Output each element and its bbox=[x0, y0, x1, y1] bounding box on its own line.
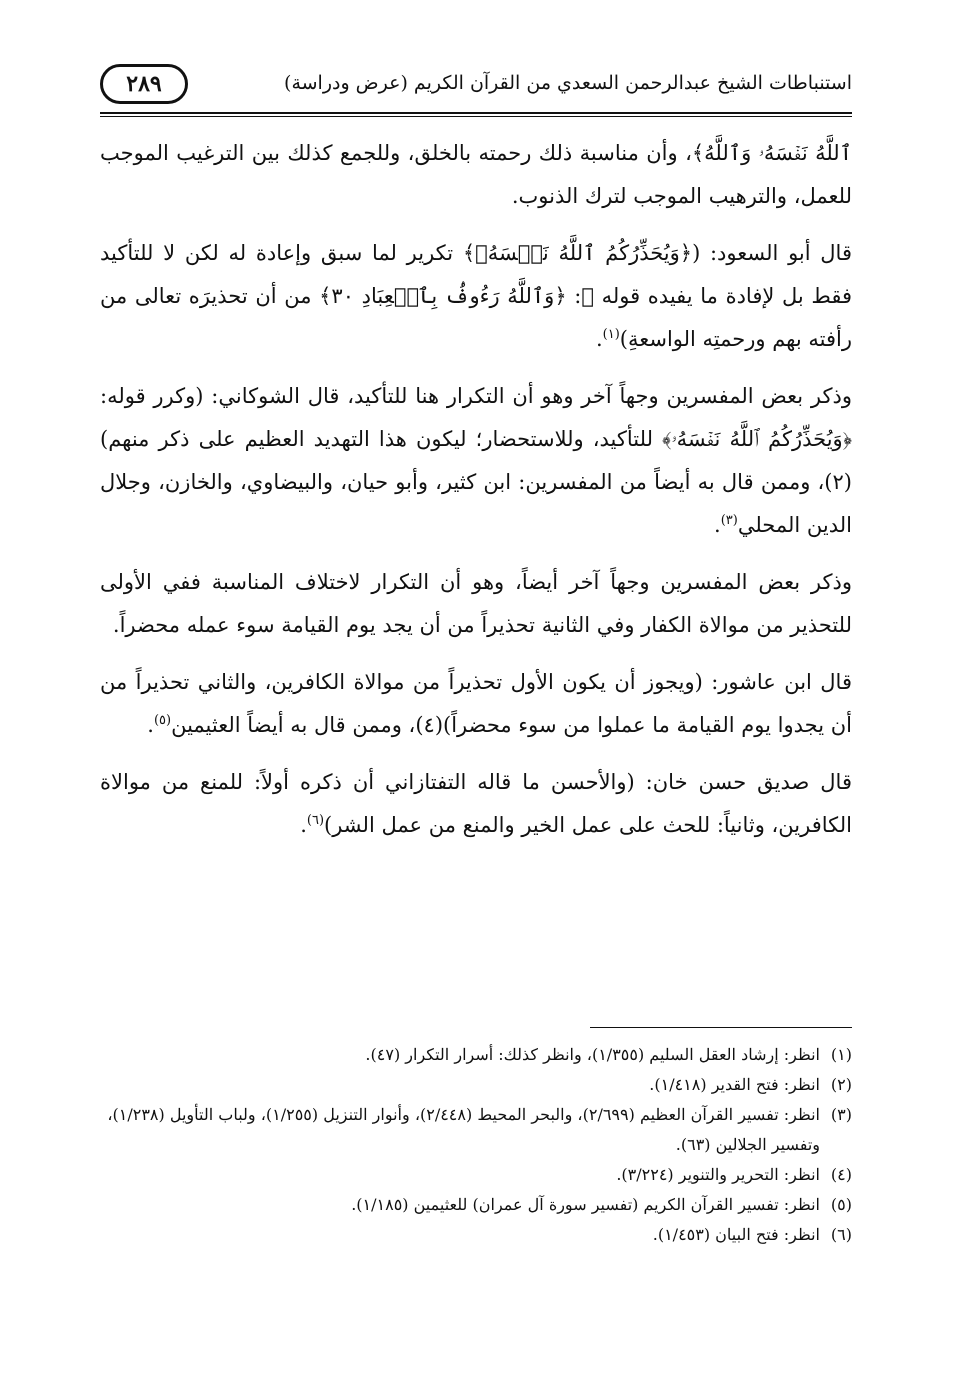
footnote-number: (٣) bbox=[830, 1105, 852, 1124]
footnote-ref: (٦) bbox=[306, 813, 325, 828]
footnote bbox=[90, 1100, 852, 1160]
paragraph: قال صديق حسن خان: (والأحسن ما قاله التفتازاني أن ذكره أولاً: للمنع من موالاة الكافرين، وثانياً: للحث على عمل الخير والمنع من عمل الشر)$^{(٦)}$. bbox=[100, 770, 852, 837]
footnotes bbox=[90, 1040, 852, 1250]
footnote-text: انظر: فتح القدير (١/٤١٨). bbox=[649, 1075, 820, 1094]
paragraph: وذكر بعض المفسرين وجهاً آخر أيضاً، وهو أن التكرار لاختلاف المناسبة ففي الأولى للتحذير من موالاة الكفار وفي الثانية تحذيراً من أن يجد يوم القيامة سوء عمله محضراً. bbox=[100, 570, 852, 637]
footnote bbox=[90, 1040, 852, 1070]
footnote-text: انظر: إرشاد العقل السليم (١/٣٥٥)، وانظر كذلك: أسرار التكرار (٤٧). bbox=[365, 1045, 820, 1064]
paragraph: ٱللَّهُ نَفۡسَهُۥ وَٱللَّهُ﴾، وأن مناسبة ذلك رحمته بالخلق، وللجمع كذلك بين الترغيب الموجب للعمل، والترهيب الموجب لترك الذنوب. bbox=[100, 141, 852, 208]
footnote-ref: (٣) bbox=[720, 513, 738, 528]
footnote bbox=[90, 1190, 852, 1220]
footnote bbox=[90, 1160, 852, 1190]
footnote-ref: (١) bbox=[602, 327, 620, 342]
header-rule bbox=[100, 112, 852, 114]
page-number-badge bbox=[100, 64, 188, 104]
footnote bbox=[90, 1070, 852, 1100]
footnote-text: انظر: تفسير القرآن العظيم (٢/٦٩٩)، والبحر المحيط (٢/٤٤٨)، وأنوار التنزيل (١/٢٥٥)، ولباب التأويل (١/٢٣٨)، وتفسير الجلالين (٦٣). bbox=[107, 1105, 820, 1154]
paragraph: قال أبو السعود: (﴿وَيُحَذِّرُكُمُ ٱللَّهُ نَفۡسَهُۥ﴾ تكرير لما سبق وإعادة له لكن لا للتأكيد فقط بل لإفادة ما يفيده قوله ﷻ: ﴿وَٱللَّهُ رَءُوفُۢ بِٱلۡعِبَادِ ٣٠﴾ من أن تحذيرَه تعالى من رأفته بهم ورحمتِه الواسعةِ)$^{(١)}$. bbox=[100, 241, 852, 351]
footnote-number: (٥) bbox=[830, 1195, 852, 1214]
paragraph: وذكر بعض المفسرين وجهاً آخر وهو أن التكرار هنا للتأكيد، قال الشوكاني: (وكرر قوله: ﴿وَيُحَذِّرُكُمُ ٱللَّهُ نَفۡسَهُۥ﴾ للتأكيد، وللاستحضار؛ ليكون هذا التهديد العظيم على ذكر منهم)(٢)، وممن قال به أيضاً من المفسرين: ابن كثير، وأبو حيان، والبيضاوي، والخازن، وجلال الدين المحلي$^{(٣)}$. bbox=[100, 384, 852, 537]
page-header bbox=[100, 62, 852, 118]
footnote-ref: (٥) bbox=[153, 713, 172, 728]
paragraph: قال ابن عاشور: (ويجوز أن يكون الأول تحذيراً من موالاة الكافرين، والثاني تحذيراً من أن يجدوا يوم القيامة ما عملوا من سوء محضراً)(٤)، وممن قال به أيضاً العثيمين$^{(٥)}$. bbox=[100, 670, 852, 737]
footnote-text: انظر: تفسير القرآن الكريم (تفسير سورة آل عمران) للعثيمين (١/١٨٥). bbox=[351, 1195, 820, 1214]
header-rule-thin bbox=[100, 116, 852, 117]
footnote-text: انظر: التحرير والتنوير (٣/٢٢٤). bbox=[616, 1165, 820, 1184]
footnote-text: انظر: فتح البيان (١/٤٥٣). bbox=[652, 1225, 820, 1244]
footnote bbox=[90, 1220, 852, 1250]
page-number: ٢٨٩ bbox=[126, 71, 162, 97]
footnote-number: (٤) bbox=[830, 1165, 852, 1184]
footnote-number: (٦) bbox=[830, 1225, 852, 1244]
footnote-separator bbox=[590, 1027, 852, 1028]
footnote-number: (٢) bbox=[830, 1075, 852, 1094]
main-text bbox=[100, 132, 852, 861]
footnote-number: (١) bbox=[830, 1045, 852, 1064]
running-title: استنباطات الشيخ عبدالرحمن السعدي من القرآن الكريم (عرض ودراسة) bbox=[284, 72, 852, 94]
